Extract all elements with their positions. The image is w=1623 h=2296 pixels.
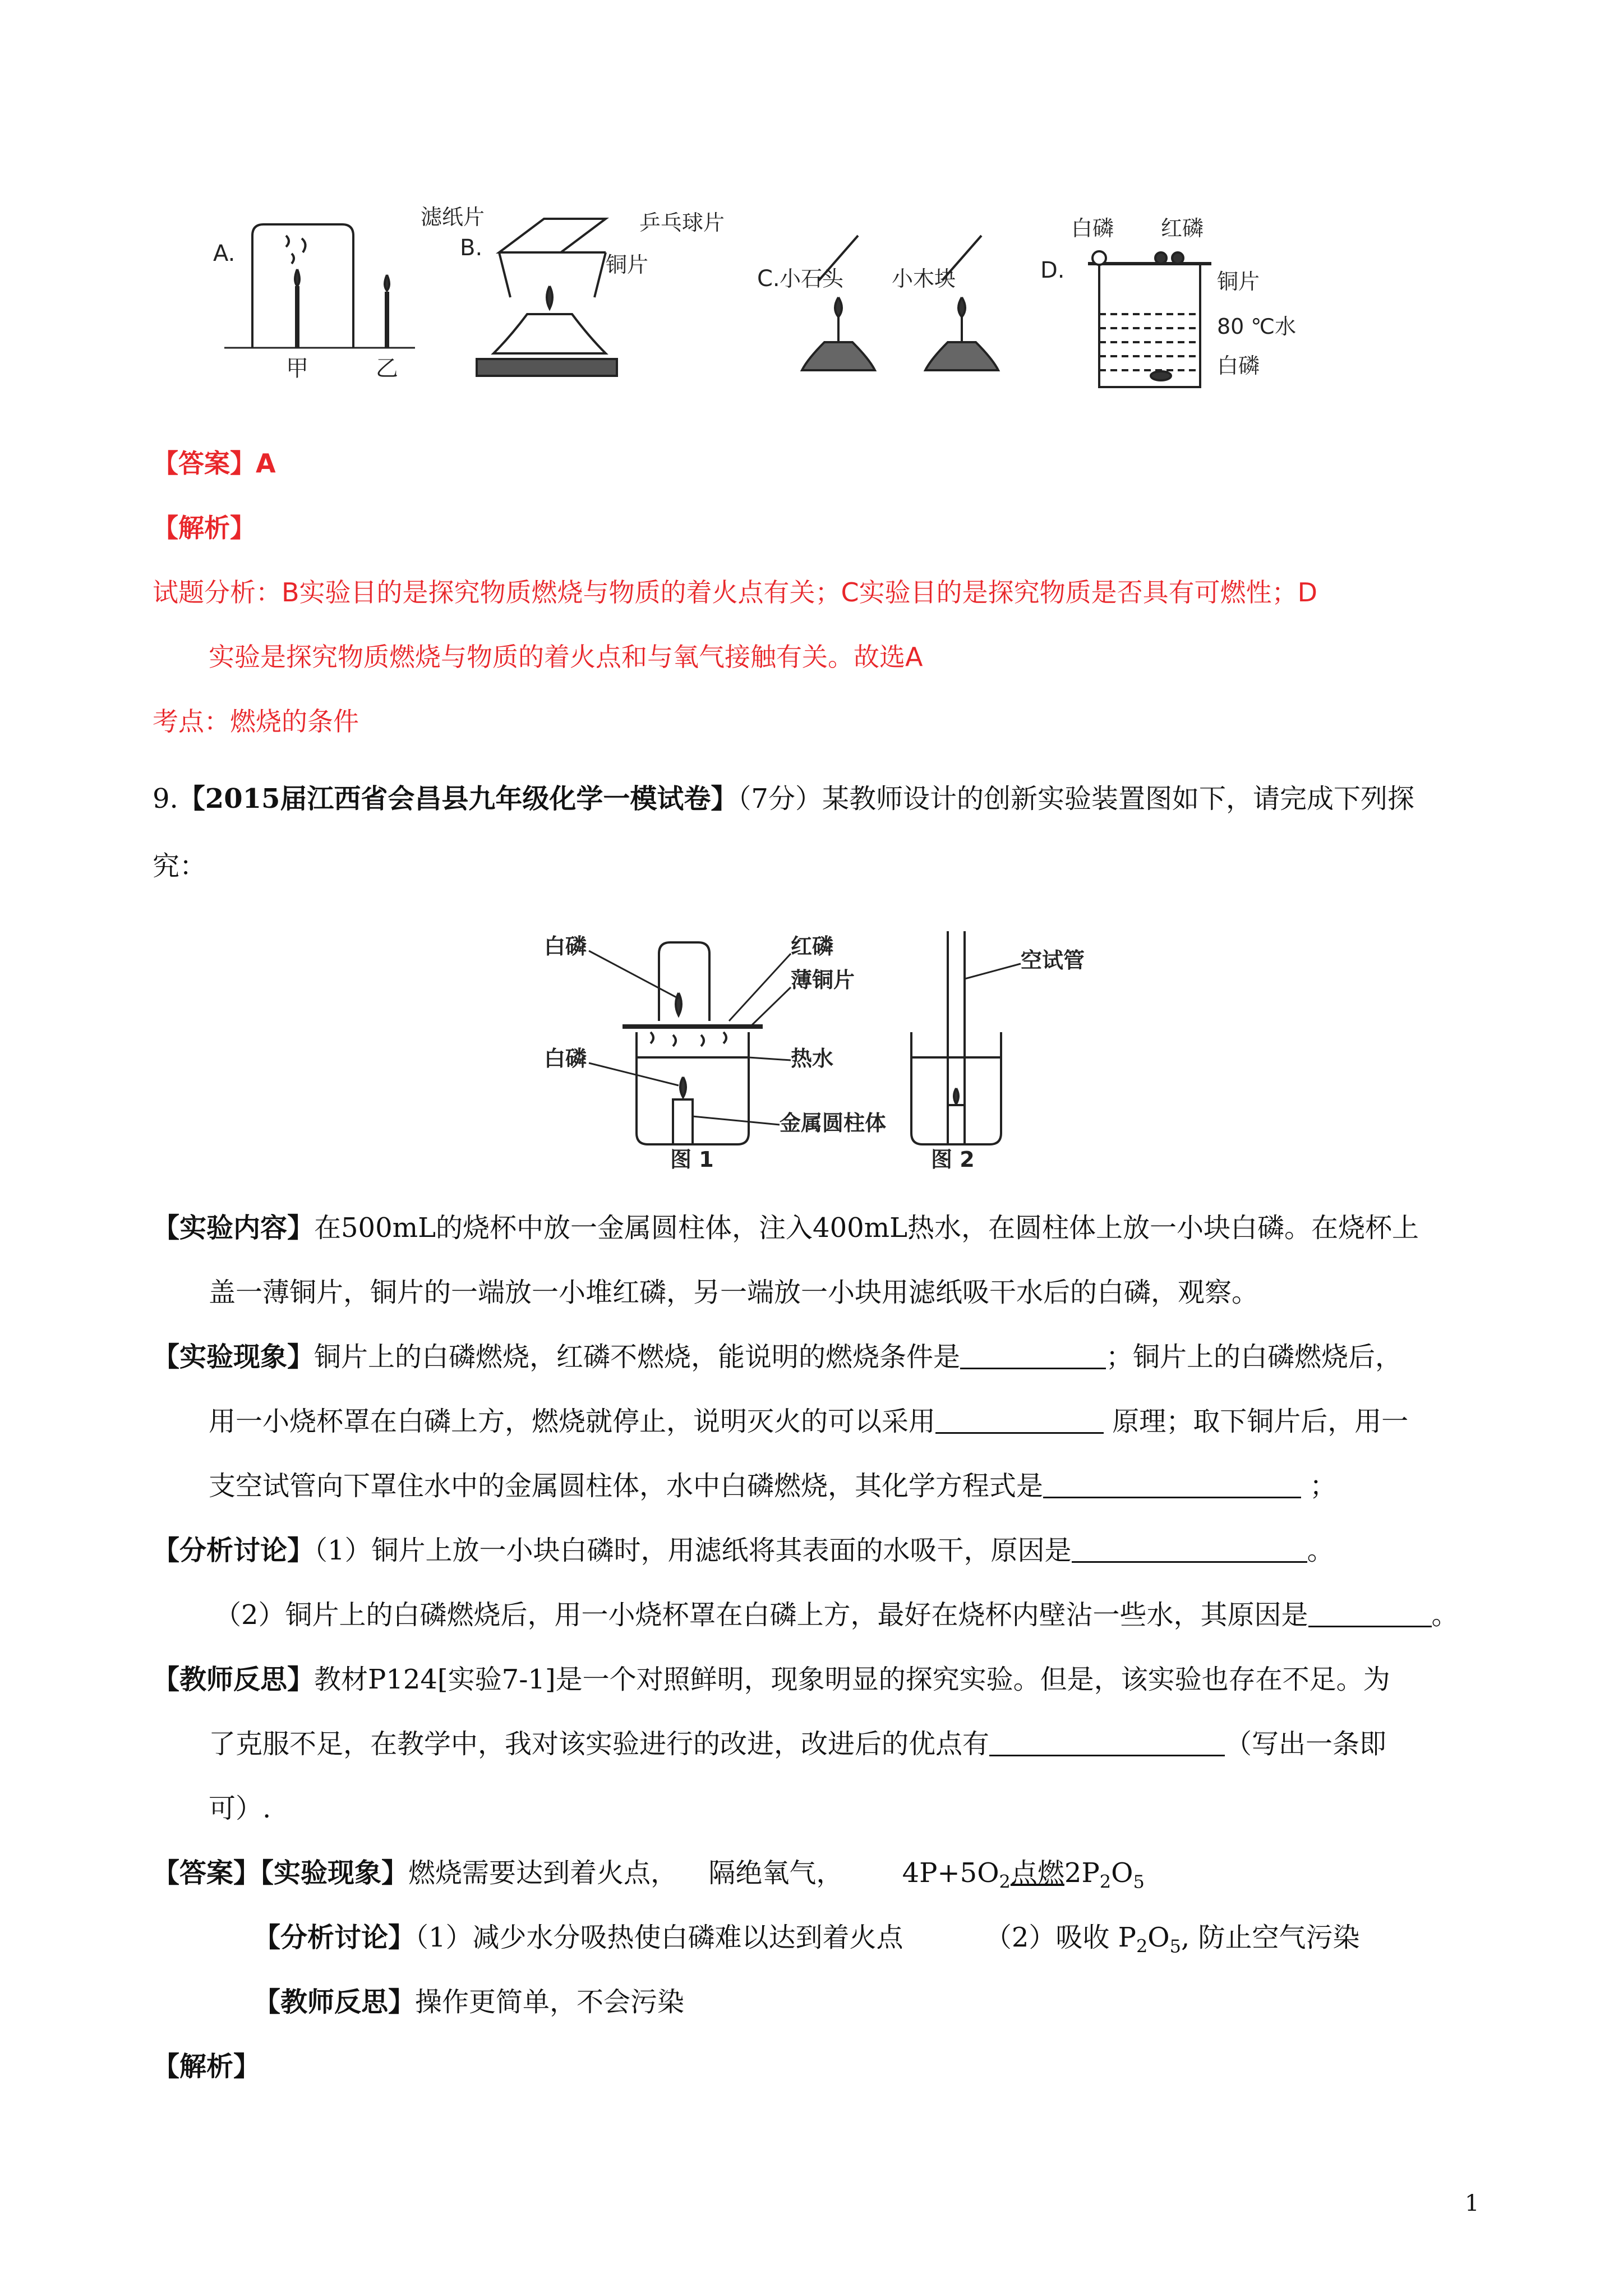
ans-phen-2: 隔绝氧气， [708, 1857, 843, 1889]
q9-intro-line1 [153, 777, 1414, 816]
blank-6[interactable] [989, 1730, 1225, 1756]
ans-disc-2: （2）吸收 $P_2O_5$, 防止空气污染 [984, 1922, 1360, 1957]
blank-4[interactable] [1072, 1536, 1307, 1563]
q8-kaodian: 考点：燃烧的条件 [153, 706, 359, 737]
refl-text2b: （写出一条即 [1225, 1728, 1387, 1760]
phen-text1b: ；铜片上的白磷燃烧后， [1106, 1341, 1403, 1373]
ans-disc-1: （1）减少水分吸热使白磷难以达到着火点 [415, 1922, 903, 1953]
q9-figure-2 [911, 931, 1001, 1144]
phen-text3a: 支空试管向下罩住水中的金属圆柱体，水中白磷燃烧，其化学方程式是 [209, 1470, 1044, 1502]
figure-a-label: A. [213, 241, 236, 266]
disc-text1-end: 。 [1307, 1535, 1334, 1566]
figure-option-a [224, 224, 415, 348]
page-number: 1 [1465, 2191, 1479, 2216]
phen-text1a: 铜片上的白磷燃烧，红磷不燃烧，能说明的燃烧条件是 [314, 1341, 961, 1373]
disc-tag: 【分析讨论】 [153, 1535, 315, 1566]
q8-analysis-tag: 【解析】 [153, 513, 256, 543]
blank-5[interactable] [1308, 1601, 1432, 1627]
q9-intro-rest: （7分）某教师设计的创新实验装置图如下，请完成下列探 [737, 783, 1414, 815]
refl-line1 [153, 1658, 1390, 1696]
ans-line3: 【教师反思】操作更简单，不会污染 [253, 1986, 685, 2018]
equation-condition: 点燃 [1010, 1857, 1064, 1889]
q8-analysis-line1: 试题分析：B实验目的是探究物质燃烧与物质的着火点有关；C实验目的是探究物质是否具有可燃性；D [153, 577, 1318, 608]
disc-line1 [153, 1529, 1334, 1567]
disc-text2: （2）铜片上的白磷燃烧后，用一小烧杯罩在白磷上方，最好在烧杯内壁沾一些水，其原因是 [214, 1599, 1308, 1631]
figure-d-white-p-bottom: 白磷 [1217, 353, 1260, 378]
phen-text3b: ； [1301, 1470, 1337, 1502]
phen-line3 [209, 1464, 1336, 1503]
content-text1: 在500mL的烧杯中放一金属圆柱体，注入400mL热水，在圆柱体上放一小块白磷。在烧杯上 [314, 1212, 1419, 1244]
blank-1[interactable] [960, 1343, 1106, 1369]
q9-figure [538, 920, 1155, 1172]
figure-option-c [802, 236, 998, 370]
fig1-white-p: 白磷 [544, 1046, 587, 1071]
q8-answer-line [153, 443, 276, 480]
figure-a-right: 乙 [376, 356, 398, 381]
figure-d-water: 80 ℃水 [1217, 314, 1297, 339]
ans-disc-tag: 【分析讨论】 [253, 1922, 416, 1953]
figure-b-copper: 铜片 [606, 252, 649, 277]
fig1-copper: 薄铜片 [791, 968, 855, 992]
figure-d-label: D. [1040, 257, 1065, 283]
q9-intro-line2: 究： [153, 850, 207, 882]
figure-b-pingpong: 乒乓球片 [639, 210, 725, 235]
figure-c-stone: 小石头 [780, 266, 844, 291]
figure-c-wood: 小木块 [892, 266, 956, 291]
figure-d-red-p: 红磷 [1161, 216, 1204, 241]
phen-text2a: 用一小烧杯罩在白磷上方，燃烧就停止，说明灭火的可以采用 [209, 1406, 936, 1437]
fig1-white-p-top: 白磷 [544, 934, 587, 959]
q9-analysis-tag: 【解析】 [153, 2051, 261, 2082]
refl-line2 [209, 1722, 1386, 1761]
figure-d-copper: 铜片 [1217, 269, 1260, 294]
q8-answer-value: A [256, 448, 276, 478]
phen-line1 [153, 1335, 1402, 1374]
disc-text2-end: 。 [1431, 1599, 1459, 1631]
q8-analysis-line2: 实验是探究物质燃烧与物质的着火点和与氧气接触有关。故选A [209, 642, 923, 672]
ans-tag: 【答案】 [153, 1857, 261, 1889]
content-line1 [153, 1206, 1419, 1245]
fig2-caption: 图 2 [931, 1147, 975, 1172]
blank-2[interactable] [935, 1407, 1104, 1434]
ans-refl-text: 操作更简单，不会污染 [415, 1986, 685, 2018]
figure-c-label: C. [757, 266, 780, 292]
fig1-hot-water: 热水 [791, 1046, 834, 1071]
figure-option-b [477, 219, 617, 376]
top-figure [213, 202, 1335, 404]
disc-line2 [214, 1593, 1459, 1632]
ans-refl-tag: 【教师反思 [253, 1986, 389, 2018]
refl-text1: 教材P124[实验7-1]是一个对照鲜明，现象明显的探究实验。但是，该实验也存在不足。为 [314, 1664, 1390, 1695]
fig2-tube: 空试管 [1021, 948, 1085, 973]
q9-figure-1 [623, 942, 763, 1144]
content-tag: 【实验内容】 [153, 1212, 315, 1244]
phen-line2 [209, 1400, 1408, 1438]
refl-line3: 可）. [209, 1793, 271, 1824]
q9-source: 【2015届江西省会昌县九年级化学一模试卷】 [178, 783, 738, 815]
figure-d-white-p: 白磷 [1071, 216, 1114, 241]
disc-text1: （1）铜片上放一小块白磷时，用滤纸将其表面的水吸干，原因是 [314, 1535, 1072, 1566]
figure-a-left: 甲 [286, 356, 308, 381]
ans-phen-1: 燃烧需要达到着火点， [408, 1857, 678, 1889]
ans-line1 [153, 1851, 1145, 1893]
content-line2: 盖一薄铜片，铜片的一端放一小堆红磷，另一端放一小块用滤纸吸干水后的白磷，观察。 [209, 1277, 1259, 1308]
fig1-cylinder: 金属圆柱体 [780, 1111, 887, 1135]
ans-phen-tag: 【实验现象】 [260, 1857, 409, 1889]
phen-tag: 【实验现象】 [153, 1341, 315, 1373]
ans-line2 [253, 1916, 1360, 1957]
ans-equation: $4P+5O_2$点燃$2P_2O_5$ [902, 1857, 1145, 1893]
refl-tag: 【教师反思】 [153, 1664, 315, 1695]
fig1-caption: 图 1 [670, 1147, 714, 1172]
fig1-red-p: 红磷 [791, 934, 834, 959]
blank-3[interactable] [1043, 1472, 1301, 1498]
refl-text2a: 了克服不足，在教学中，我对该实验进行的改进，改进后的优点有 [209, 1728, 990, 1760]
figure-option-d [1088, 251, 1211, 387]
phen-text2b: 原理；取下铜片后，用一 [1104, 1406, 1409, 1437]
figure-b-label: B. [460, 235, 483, 261]
q9-number: 9. [153, 783, 178, 815]
figure-b-filter: 滤纸片 [421, 205, 485, 229]
q8-answer-tag: 【答案】 [153, 448, 256, 478]
